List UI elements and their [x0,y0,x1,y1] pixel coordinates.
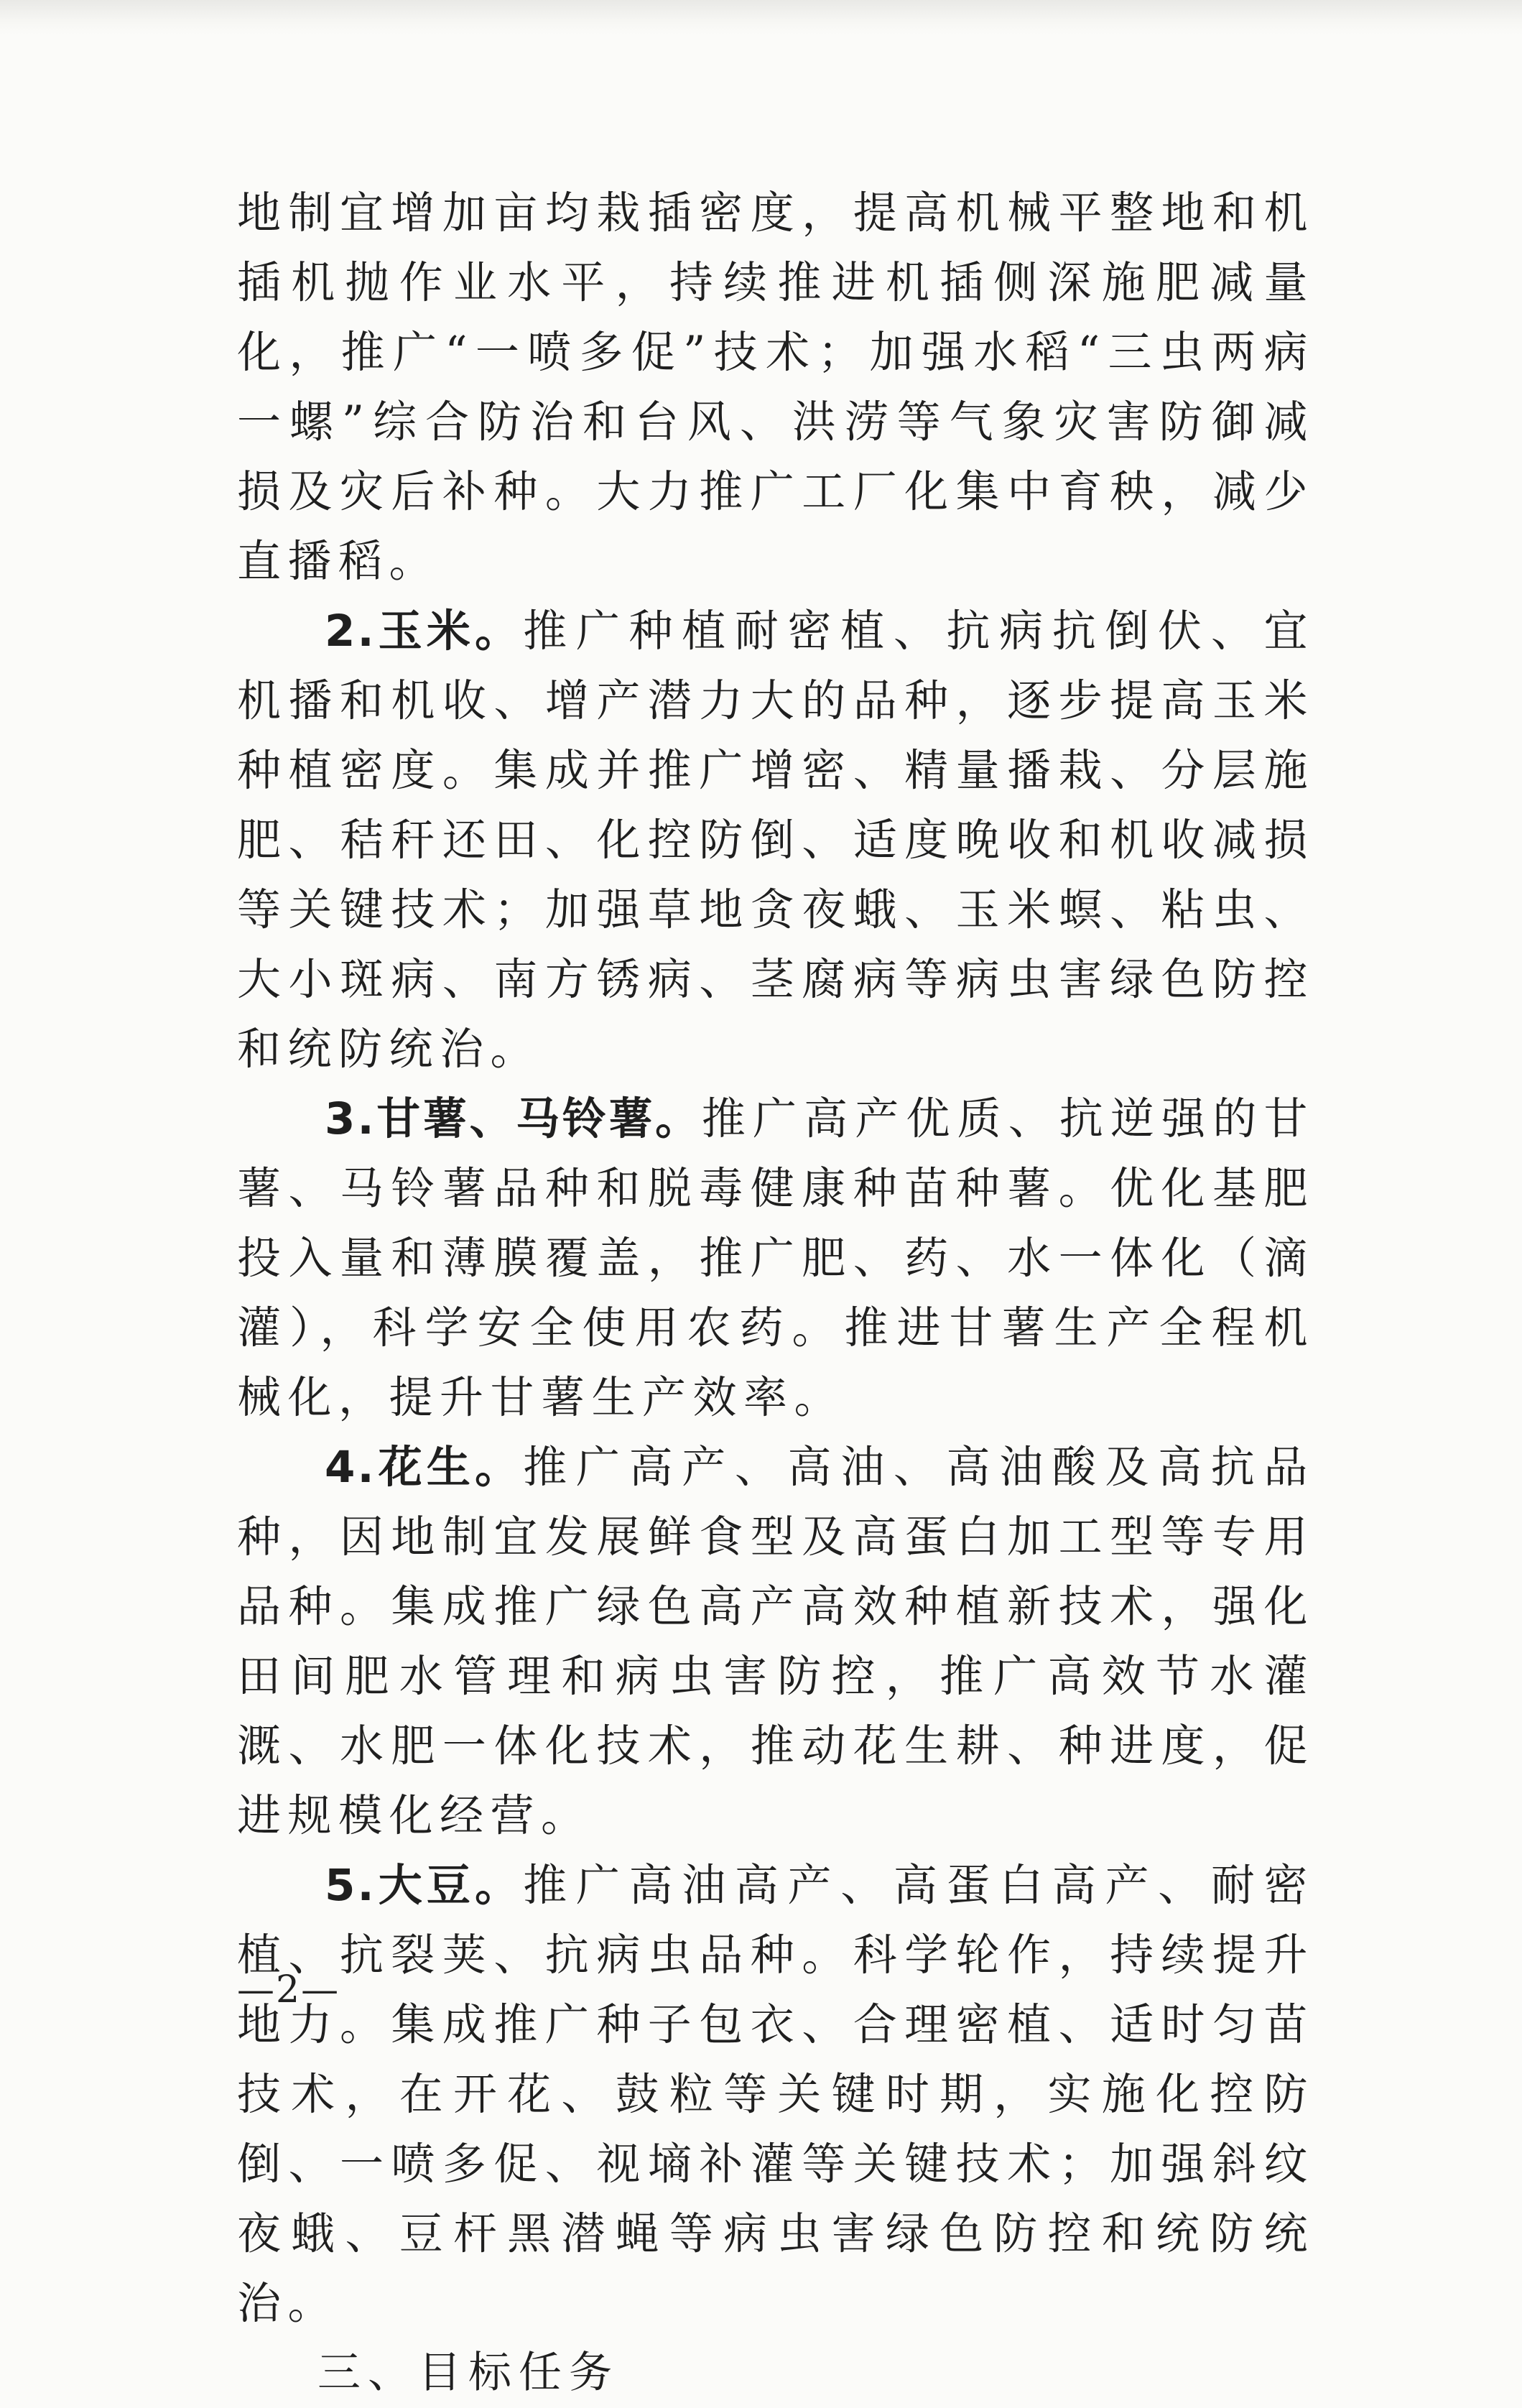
paragraph-heading: 5.大豆。 [325,1860,524,1911]
page-number: —2— [237,1968,340,2011]
paragraph-corn [237,596,1314,1084]
paragraph-text: 推广高产优质、抗逆强的甘薯、马铃薯品种和脱毒健康种苗种薯。优化基肥投入量和薄膜覆盖，推广肥、药、水一体化（滴灌），科学安全使用农药。推进甘薯生产全程机械化，提升甘薯生产效率。 [237,1093,1314,1423]
paragraph-soybean [237,1851,1314,2338]
body-text [237,178,1314,2408]
paragraph-sweet-potato-potato [237,1084,1314,1432]
paragraph-text: 地制宜增加亩均栽插密度，提高机械平整地和机插机抛作业水平，持续推进机插侧深施肥减量化，推广“一喷多促”技术；加强水稻“三虫两病一螺”综合防治和台风、洪涝等气象灾害防御减损及灾后补种。大力推广工厂化集中育秧，减少直播稻。 [237,187,1314,587]
paragraph-text: 推广高油高产、高蛋白高产、耐密植、抗裂荚、抗病虫品种。科学轮作，持续提升地力。集成推广种子包衣、合理密植、适时匀苗技术，在开花、鼓粒等关键时期，实施化控防倒、一喷多促、视墒补灌等关键技术；加强斜纹夜蛾、豆杆黑潜蝇等病虫害绿色防控和统防统治。 [237,1860,1314,2329]
paragraph-rice-continued [237,178,1314,596]
paragraph-heading: 4.花生。 [325,1442,524,1493]
scan-top-edge [0,0,1522,34]
paragraph-text: 推广种植耐密植、抗病抗倒伏、宜机播和机收、增产潜力大的品种，逐步提高玉米种植密度。集成并推广增密、精量播栽、分层施肥、秸秆还田、化控防倒、适度晚收和机收减损等关键技术；加强草地贪夜蛾、玉米螟、粘虫、大小斑病、南方锈病、茎腐病等病虫害绿色防控和统防统治。 [237,606,1314,1075]
paragraph-heading: 2.玉米。 [325,606,524,657]
section-heading: 三、目标任务 [317,2348,619,2398]
paragraph-peanut [237,1432,1314,1851]
paragraph-heading: 3.甘薯、马铃薯。 [325,1093,702,1144]
paragraph-text: 推广高产、高油、高油酸及高抗品种，因地制宜发展鲜食型及高蛋白加工型等专用品种。集成推广绿色高产高效种植新技术，强化田间肥水管理和病虫害防控，推广高效节水灌溉、水肥一体化技术，推动花生耕、种进度，促进规模化经营。 [237,1442,1314,1841]
